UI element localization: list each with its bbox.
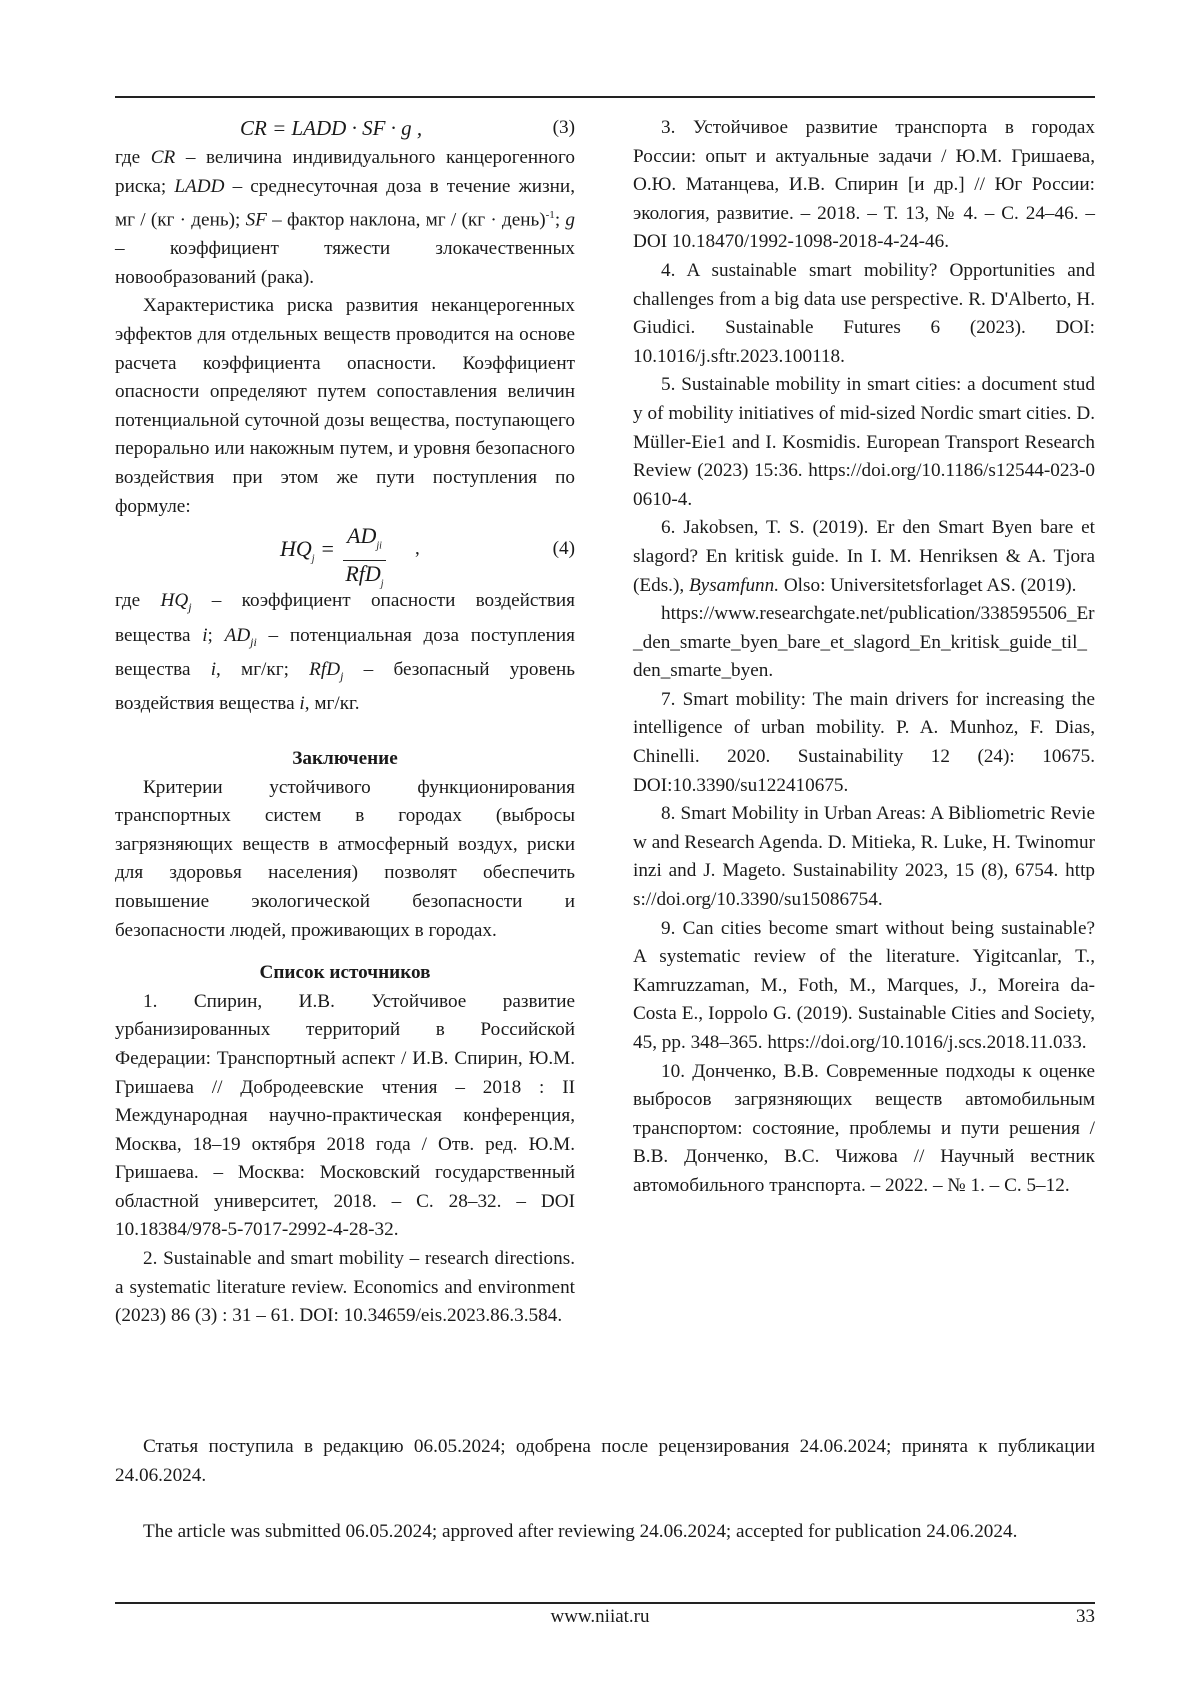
formula-4-number: (4) bbox=[552, 538, 575, 560]
reference-item: 3. Устойчивое развитие транспорта в городах России: опыт и актуальные задачи / Ю.М. Гришаева, О.Ю. Матанцева, И.В. Спирин [и др.] // Юг России: экология, развитие. – 2018. – Т. 13, № 4. – С. 24–46. – DOI 10.18470/1992-1098-2018-4-24-46. bbox=[633, 117, 1095, 253]
cr-definition-paragraph bbox=[115, 144, 575, 292]
formula-3-expression: CR = LADD · SF · g , bbox=[240, 116, 423, 140]
subscript: j bbox=[311, 553, 315, 565]
text-run: где bbox=[115, 147, 151, 168]
fraction-denominator bbox=[343, 561, 386, 597]
footer-rule bbox=[115, 1602, 1095, 1604]
reference-item: 8. Smart Mobility in Urban Areas: A Bibliometric Review and Research Agenda. D. Mitieka, R. Luke, H. Twinomurinzi and J. Mageto. Sustainability 2023, 15 (8), 6754. https://doi.org/10.3390/su15086754. bbox=[633, 803, 1095, 911]
text-run: где bbox=[115, 590, 161, 612]
formula-4-fraction bbox=[343, 523, 386, 597]
hq-definition-paragraph bbox=[115, 587, 575, 719]
subscript: ji bbox=[376, 540, 382, 552]
subscript: j bbox=[340, 668, 344, 683]
footer-website[interactable]: www.niiat.ru bbox=[550, 1606, 650, 1627]
formula-3 bbox=[115, 114, 575, 144]
left-column bbox=[115, 114, 575, 1331]
var-i: i bbox=[299, 693, 305, 715]
article-dates-en bbox=[115, 1518, 1095, 1547]
formula-3-number: (3) bbox=[552, 117, 575, 138]
text-run: – безопасный уровень воздействия вещества bbox=[115, 658, 575, 715]
formula-4-comma: , bbox=[415, 538, 420, 560]
text-run: ; bbox=[207, 624, 225, 646]
var-ladd: LADD bbox=[174, 175, 225, 197]
text-run: Olso: Universitetsforlaget AS. (2019). bbox=[779, 574, 1077, 596]
text-run: – среднесуточная доза в течение жизни, мг / (кг · день); bbox=[115, 175, 575, 231]
subscript: j bbox=[188, 599, 192, 614]
text-run: – коэффициент опасности воздействия вещества bbox=[115, 590, 575, 646]
header-rule bbox=[115, 96, 1095, 98]
text-run: 6. Jakobsen, T. S. (2019). Er den Smart Byen bare et slagord? En kritisk guide. In I. M. Henriksen & A. Tjora (Eds.), bbox=[633, 517, 1095, 596]
reference-item: 4. A sustainable smart mobility? Opportunities and challenges from a big data use perspective. R. D'Alberto, H. Giudici. Sustainable Futures 6 (2023). DOI: 10.1016/j.sftr.2023.100118. bbox=[633, 259, 1095, 367]
var-g: g bbox=[565, 209, 575, 231]
text-run: , мг/кг. bbox=[304, 693, 360, 715]
text-run: – фактор наклона, мг / (кг · день) bbox=[266, 209, 546, 231]
text-run: ; bbox=[554, 209, 566, 231]
var-rfd bbox=[309, 658, 344, 683]
text-run: AD bbox=[224, 624, 251, 646]
text-run: – потенциальная доза поступления вещества bbox=[115, 624, 575, 680]
text-run: RfD bbox=[309, 658, 341, 680]
var-hq: HQ bbox=[280, 536, 312, 562]
conclusion-paragraph: Критерии устойчивого функционирования транспортных систем в городах (выбросы загрязняющих веществ в атмосферный воздух, риски для здоровья населения) позволят обеспечить повышение экологической безопасности и безопасности людей, проживающих в городах. bbox=[115, 776, 575, 941]
hazard-paragraph: Характеристика риска развития неканцерогенных эффектов для отдельных веществ проводится на основе расчета коэффициента опасности. Коэффициент опасности определяют путем сопоставления величин потенциальной суточной дозы вещества, поступающего перорально или накожным путем, и уровня безопасного воздействия при этом же пути поступления по формуле: bbox=[115, 295, 575, 517]
article-dates-ru bbox=[115, 1433, 1095, 1490]
var-sf: SF bbox=[245, 209, 267, 231]
conclusion-heading: Заключение bbox=[292, 747, 398, 769]
dates-text-ru: Статья поступила в редакцию 06.05.2024; одобрена после рецензирования 24.06.2024; принята к публикации 24.06.2024. bbox=[115, 1436, 1095, 1486]
text-run: – величина индивидуального канцерогенного риска; bbox=[115, 147, 575, 197]
var-rfd: RfD bbox=[345, 560, 381, 586]
dates-text-en: The article was submitted 06.05.2024; approved after reviewing 24.06.2024; accepted for publication 24.06.2024. bbox=[143, 1521, 1018, 1542]
reference-item: 1. Спирин, И.В. Устойчивое развитие урбанизированных территорий в Российской Федерации: Транспортный аспект / И.В. Спирин, Ю.М. Гришаева // Добродеевские чтения – 2018 : II Международная научно-практическая конференция, Москва, 18–19 октября 2018 года / Отв. ред. Ю.М. Гришаева. – Москва: Московский государственный областной университет, 2018. – С. 28–32. – DOI 10.18384/978-5-7017-2992-4-28-32. bbox=[115, 990, 575, 1241]
formula-4 bbox=[115, 523, 575, 589]
reference-item: 2. Sustainable and smart mobility – research directions. a systematic literature review. Economics and environment (2023) 86 (3) : 31 – 61. DOI: 10.34659/eis.2023.86.3.584. bbox=[115, 1248, 575, 1327]
var-i: i bbox=[210, 658, 217, 680]
text-run: , мг/кг; bbox=[216, 658, 310, 680]
fraction-numerator bbox=[343, 523, 386, 560]
subscript: ji bbox=[250, 634, 257, 649]
var-i: i bbox=[202, 624, 208, 646]
reference-item: 10. Донченко, В.В. Современные подходы к оценке выбросов загрязняющих веществ автомобильным транспортом: состояние, проблемы и пути решения / В.В. Донченко, В.С. Чижова // Научный вестник автомобильного транспорта. – 2022. – № 1. – С. 5–12. bbox=[633, 1060, 1095, 1196]
right-column bbox=[633, 114, 1095, 1201]
text-run: HQ bbox=[160, 590, 189, 612]
var-hq bbox=[160, 590, 192, 614]
reference-item: 7. Smart mobility: The main drivers for increasing the intelligence of urban mobility. P. A. Munhoz, F. Dias, Chinelli. 2020. Sustainability 12 (24): 10675. DOI:10.3390/su122410675. bbox=[633, 688, 1095, 796]
reference-item: 5. Sustainable mobility in smart cities: a document study of mobility initiatives of mid-sized Nordic smart cities. D. Müller-Eie1 and I. Kosmidis. European Transport Research Review (2023) 15:36. https://doi.org/10.1186/s12544-023-00610-4. bbox=[633, 374, 1095, 510]
subscript: j bbox=[380, 577, 384, 589]
formula-4-lhs: $HQ_j$ = bbox=[280, 536, 335, 565]
var-cr: CR bbox=[150, 147, 176, 168]
page-number: 33 bbox=[1076, 1606, 1095, 1627]
text-run: – коэффициент тяжести злокачественных новообразований (рака). bbox=[115, 238, 575, 288]
references-heading: Список источников bbox=[259, 962, 431, 984]
var-ad: AD bbox=[347, 523, 377, 549]
reference-url-link[interactable]: https://www.researchgate.net/publication/338595506_Er_den_smarte_byen_bare_et_slagord_En_kritisk_guide_til_den_smarte_byen. bbox=[633, 603, 1095, 682]
exponent: -1 bbox=[545, 209, 555, 222]
reference-item: 9. Can cities become smart without being sustainable? A systematic review of the literature. Yigitcanlar, T., Kamruzzaman, M., Foth, M., Marques, J., Moreira da-Costa E., Ioppolo G. (2019). Sustainable Cities and Society, 45, pp. 348–365. https://doi.org/10.1016/j.scs.2018.11.033. bbox=[633, 917, 1095, 1053]
book-title: Bysamfunn. bbox=[688, 574, 780, 596]
var-ad bbox=[224, 624, 257, 649]
reference-item bbox=[633, 514, 1095, 600]
